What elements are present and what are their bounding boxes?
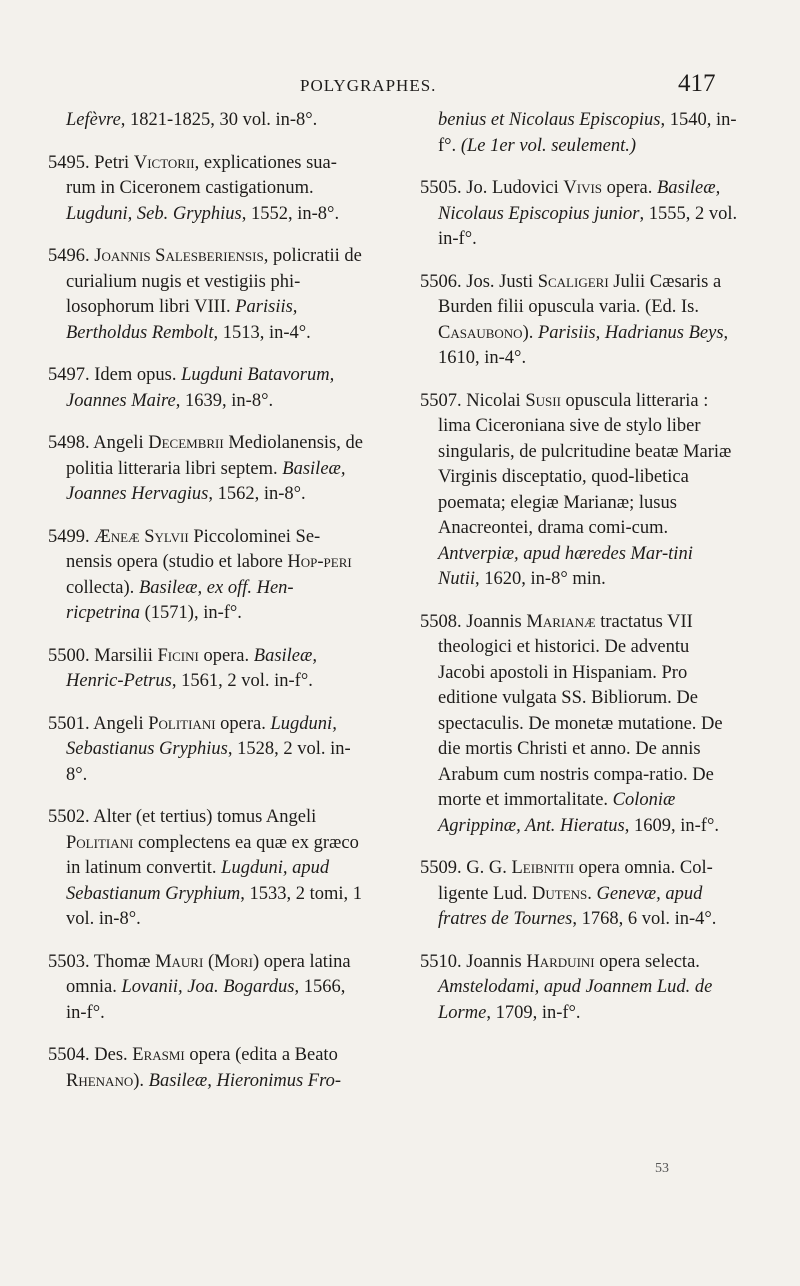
signature-mark: 53 (655, 1161, 669, 1176)
entry-5504-continuation: benius et Nicolaus Episcopius, 1540, in-f°. (Le 1er vol. seulement.) (438, 110, 737, 156)
entry-continuation: Lefèvre, 1821-1825, 30 vol. in-8°. (66, 110, 318, 130)
entry-5507: 5507. Nicolai Susii opuscula litteraria : lima Ciceroniana sive de stylo liber singularis, de pulcritudine beatæ Mariæ Virginis disceptatio, quod-libetica poemata; elegiæ Marianæ; lusus Anacreontei, drama comi-cum. Antverpiæ, apud hæredes Mar-tini Nutii, 1620, in-8° min. (420, 390, 732, 589)
entry-5500: 5500. Marsilii Ficini opera. Basileæ, Henric-Petrus, 1561, 2 vol. in-f°. (48, 645, 317, 691)
entry-5506: 5506. Jos. Justi Scaligeri Julii Cæsaris a Burden filii opuscula varia. (Ed. Is. Casaubono). Parisiis, Hadrianus Beys, 1610, in-4°. (420, 271, 729, 368)
right-column (420, 110, 738, 1043)
left-column (48, 110, 366, 1111)
page-number: 417 (678, 70, 716, 97)
entry-5505: 5505. Jo. Ludovici Vivis opera. Basileæ, Nicolaus Episcopius junior, 1555, 2 vol. in-f°. (420, 178, 738, 249)
entry-5499: 5499. Æneæ Sylvii Piccolominei Se-nensis opera (studio et labore Hop-peri collecta). Basileæ, ex off. Hen-ricpetrina (1571), in-f°. (48, 526, 352, 623)
entry-5498: 5498. Angeli Decembrii Mediolanensis, de politia litteraria libri septem. Basileæ, Joannes Hervagius, 1562, in-8°. (48, 433, 363, 504)
entry-5495: 5495. Petri Victorii, explicationes sua-rum in Ciceronem castigationum. Lugduni, Seb. Gryphius, 1552, in-8°. (48, 152, 340, 224)
running-title: POLYGRAPHES. (300, 76, 437, 95)
entry-5497: 5497. Idem opus. Lugduni Batavorum, Joannes Maire, 1639, in-8°. (48, 365, 335, 411)
entry-5504: 5504. Des. Erasmi opera (edita a Beato Rhenano). Basileæ, Hieronimus Fro- (48, 1045, 342, 1091)
entry-5503: 5503. Thomæ Mauri (Mori) opera latina omnia. Lovanii, Joa. Bogardus, 1566, in-f°. (48, 951, 351, 1023)
entry-5508: 5508. Joannis Marianæ tractatus VII theologici et historici. De adventu Jacobi apostoli in Hispaniam. Pro editione vulgata SS. Bibliorum. De spectaculis. De monetæ mutatione. De die mortis Christi et anno. De annis Arabum cum nostris compa-ratio. De morte et immortalitate. Coloniæ Agrippinæ, Ant. Hieratus, 1609, in-f°. (420, 611, 723, 836)
entry-5496: 5496. Joannis Salesberiensis, policratii de curialium nugis et vestigiis phi-losophorum libri VIII. Parisiis, Bertholdus Rembolt, 1513, in-4°. (48, 246, 362, 343)
entry-5501: 5501. Angeli Politiani opera. Lugduni, Sebastianus Gryphius, 1528, 2 vol. in-8°. (48, 713, 351, 785)
page-header (0, 70, 800, 110)
entry-5510: 5510. Joannis Harduini opera selecta. Amstelodami, apud Joannem Lud. de Lorme, 1709, in-f°. (420, 951, 713, 1023)
entry-5509: 5509. G. G. Leibnitii opera omnia. Col-ligente Lud. Dutens. Genevæ, apud fratres de Tournes, 1768, 6 vol. in-4°. (420, 858, 717, 929)
entry-5502: 5502. Alter (et tertius) tomus Angeli Politiani complectens ea quæ ex græco in latinum convertit. Lugduni, apud Sebastianum Gryphium, 1533, 2 tomi, 1 vol. in-8°. (48, 807, 362, 929)
